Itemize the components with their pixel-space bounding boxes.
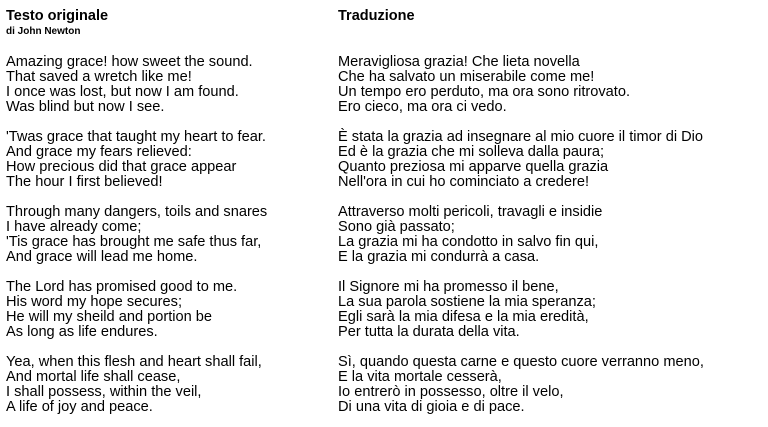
poem-line: I have already come; [6, 219, 142, 235]
poem-line: Il Signore mi ha promesso il bene, [338, 279, 559, 295]
poem-line: È stata la grazia ad insegnare al mio cuore il timor di Dio [338, 129, 704, 145]
poem-line: Meravigliosa grazia! Che lieta novella [338, 54, 580, 70]
original-author: di John Newton [6, 26, 81, 37]
poem-line: Ed è la grazia che mi solleva dalla paura; [338, 144, 605, 160]
poem-line: La grazia mi ha condotto in salvo fin qui, [338, 234, 599, 250]
poem-line: Yea, when this flesh and heart shall fail, [6, 354, 262, 370]
translation-stanza-5 [338, 355, 704, 415]
poem-line: Sono già passato; [338, 219, 455, 235]
original-stanza-3 [6, 205, 267, 265]
original-title: Testo originale [6, 8, 109, 24]
poem-line: Egli sarà la mia difesa e la mia eredità, [338, 309, 589, 325]
poem-line: And grace my fears relieved: [6, 144, 192, 160]
poem-line: Was blind but now I see. [6, 99, 165, 115]
poem-line: The hour I first believed! [6, 174, 163, 190]
poem-line: His word my hope secures; [6, 294, 183, 310]
poem-line: And mortal life shall cease, [6, 369, 181, 385]
poem-line: That saved a wretch like me! [6, 69, 192, 85]
poem-line: Un tempo ero perduto, ma ora sono ritrovato. [338, 84, 631, 100]
original-stanza-2 [6, 130, 267, 190]
poem-line: Per tutta la durata della vita. [338, 324, 520, 340]
poem-line: 'Twas grace that taught my heart to fear. [6, 129, 266, 145]
original-stanza-4 [6, 280, 267, 340]
translation-stanza-4 [338, 280, 704, 340]
poem-line: Attraverso molti pericoli, travagli e insidie [338, 204, 603, 220]
poem-line: Nell'ora in cui ho cominciato a credere! [338, 174, 590, 190]
poem-line: Amazing grace! how sweet the sound. [6, 54, 253, 70]
original-stanzas [6, 55, 267, 415]
translation-stanza-1 [338, 55, 704, 115]
poem-line: 'Tis grace has brought me safe thus far, [6, 234, 262, 250]
poem-line: I shall possess, within the veil, [6, 384, 202, 400]
translation-title: Traduzione [338, 8, 415, 24]
translation-stanzas [338, 55, 704, 415]
poem-line: I once was lost, but now I am found. [6, 84, 239, 100]
poem-line: Di una vita di gioia e di pace. [338, 399, 525, 415]
poem-line: As long as life endures. [6, 324, 158, 340]
original-stanza-1 [6, 55, 267, 115]
poem-line: Sì, quando questa carne e questo cuore verranno meno, [338, 354, 704, 370]
poem-line: Through many dangers, toils and snares [6, 204, 268, 220]
poem-line: How precious did that grace appear [6, 159, 237, 175]
poem-line: A life of joy and peace. [6, 399, 153, 415]
poem-line: Io entrerò in possesso, oltre il velo, [338, 384, 564, 400]
poem-line: La sua parola sostiene la mia speranza; [338, 294, 596, 310]
poem-line: Quanto preziosa mi apparve quella grazia [338, 159, 609, 175]
poem-line: And grace will lead me home. [6, 249, 198, 265]
poem-line: Che ha salvato un miserabile come me! [338, 69, 595, 85]
translation-stanza-2 [338, 130, 704, 190]
original-stanza-5 [6, 355, 267, 415]
poem-line: He will my sheild and portion be [6, 309, 213, 325]
poem-line: The Lord has promised good to me. [6, 279, 238, 295]
poem-line: E la vita mortale cesserà, [338, 369, 502, 385]
translation-stanza-3 [338, 205, 704, 265]
poem-line: E la grazia mi condurrà a casa. [338, 249, 540, 265]
poem-line: Ero cieco, ma ora ci vedo. [338, 99, 507, 115]
